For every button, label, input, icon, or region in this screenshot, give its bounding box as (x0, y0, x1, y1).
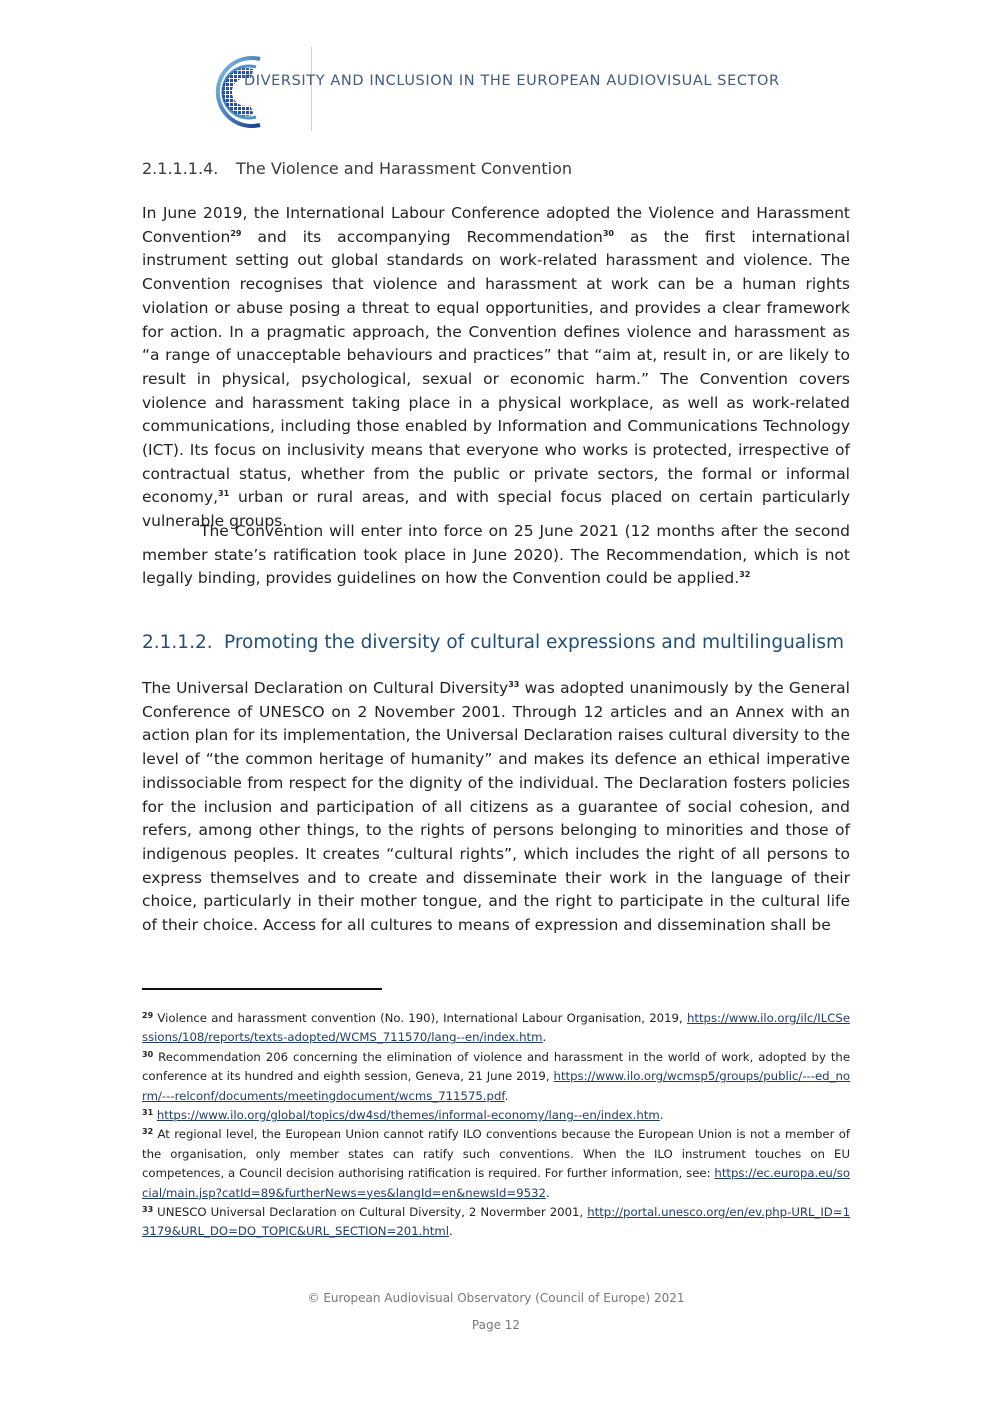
footnote-link[interactable]: http://portal.unesco.org/en/ev.php-URL_ID=13179&URL_DO=DO_TOPIC&URL_SECTION=201.html (142, 1205, 851, 1239)
footnote (142, 1009, 850, 1048)
footnote-tail: . (545, 1185, 550, 1200)
footnote-ref[interactable]: 30 (602, 228, 614, 238)
footnote-text: Recommendation 206 concerning the elimination of violence and harassment in the world of work, adopted by the conference at its hundred and eighth session, Geneva, 21 June 2019, (142, 1049, 851, 1084)
paragraph-text: In June 2019, the International Labour Conference adopted the Violence and Harassment Convention (142, 204, 850, 246)
footnote-text: Violence and harassment convention (No. 190), International Labour Organisation, 2019, (157, 1011, 683, 1025)
observatory-arc-icon (198, 47, 312, 131)
paragraph (142, 677, 850, 938)
paragraph-text: The Universal Declaration on Cultural Diversity (142, 679, 509, 697)
footnote-link[interactable]: https://ec.europa.eu/social/main.jsp?catId=89&furtherNews=yes&langId=en&newsId=9532 (142, 1166, 851, 1200)
paragraph-text: The Convention will enter into force on 25 June 2021 (12 months after the second member state’s ratification took place in June 2020). The Recommendation, which is not legally binding, provides guidelines on how the Convention could be applied. (142, 522, 850, 588)
paragraph-text: was adopted unanimously by the General Conference of UNESCO on 2 November 2001. Through 12 articles and an Annex with an action plan for its implementation, the Universal Declaration raises cultural diversity to the level of “the common heritage of humanity” and makes its defence an ethical imperative indissociable from respect for the dignity of the individual. The Declaration fosters policies for the inclusion and participation of all citizens as a guarantee of social cohesion, and refers, among other things, to the rights of persons belonging to minorities and those of indigenous peoples. It creates “cultural rights”, which includes the right of all persons to express themselves and to create and disseminate their work in the language of their choice, particularly in their mother tongue, and the right to participate in the cultural life of their choice. Access for all cultures to means of expression and dissemination shall be (142, 679, 850, 935)
paragraph-text: as the first international instrument setting out global standards on work-related harassment and violence. The Convention recognises that violence and harassment at work can be a human rights violation or abuse posing a threat to equal opportunities, and provides a clear framework for action. In a pragmatic approach, the Convention defines violence and harassment as “a range of unacceptable behaviours and practices” that “aim at, result in, or are likely to result in physical, psychological, sexual or economic harm.” The Convention covers violence and harassment taking place in a physical workplace, as well as work-related communications, including those enabled by Information and Communications Technology (ICT). Its focus on inclusivity means that everyone who works is protected, irrespective of contractual status, whether from the public or private sectors, the formal or informal economy, (142, 227, 850, 507)
footnote-number: 31 (142, 1108, 154, 1118)
footnote-link[interactable]: https://www.ilo.org/wcmsp5/groups/public/---ed_norm/---relconf/documents/meetingdocument/wcms_711575.pdf (142, 1069, 851, 1103)
footnote-number: 32 (142, 1127, 154, 1137)
section-title: The Violence and Harassment Convention (236, 159, 573, 178)
footnote-number: 29 (142, 1011, 154, 1020)
footnote (142, 1048, 850, 1106)
footnote-number: 30 (142, 1049, 154, 1059)
footnote-tail: . (542, 1030, 547, 1045)
paragraph-text: urban or rural areas, and with special focus placed on certain particularly vulnerable groups. (142, 488, 850, 531)
observatory-logo (198, 47, 312, 131)
footnote (142, 1125, 850, 1203)
page-number: Page 12 (471, 1318, 521, 1332)
section-title: Promoting the diversity of cultural expressions and multilingualism (224, 632, 845, 653)
footnote-tail: . (449, 1224, 453, 1239)
section-number: 2.1.1.1.4. (142, 159, 219, 178)
section-heading-cultural-diversity (142, 632, 844, 653)
header-divider (311, 47, 312, 131)
footnote-number: 33 (142, 1205, 154, 1215)
footnote-tail: . (659, 1108, 664, 1123)
header-title: DIVERSITY AND INCLUSION IN THE EUROPEAN AUDIOVISUAL SECTOR (244, 73, 780, 89)
footnote-link[interactable]: https://www.ilo.org/ilc/ILCSessions/108/reports/texts-adopted/WCMS_711570/lang--en/index.htm (142, 1011, 851, 1045)
footnote-ref[interactable]: 32 (739, 570, 751, 580)
footnote (142, 1203, 850, 1242)
footnote-ref[interactable]: 29 (230, 228, 242, 238)
footnote-separator (142, 988, 382, 990)
footnote-link[interactable]: https://www.ilo.org/global/topics/dw4sd/themes/informal-economy/lang--en/index.htm (156, 1108, 660, 1123)
footnote-text: UNESCO Universal Declaration on Cultural Diversity, 2 Novermber 2001, (157, 1205, 584, 1220)
footnote-ref[interactable]: 31 (218, 489, 230, 499)
footnote-text: At regional level, the European Union cannot ratify ILO conventions because the European Union is not a member of the organisation, only member states can ratify such conventions. When the ILO instrument touches on EU competences, a Council decision authorising ratification is required. For further information, see: (142, 1127, 850, 1181)
section-number: 2.1.1.2. (142, 632, 213, 653)
footnote (142, 1106, 850, 1125)
footer-copyright: © European Audiovisual Observatory (Council of Europe) 2021 (307, 1291, 685, 1305)
section-heading-violence-convention (142, 159, 572, 178)
paragraph-text: and its accompanying Recommendation (241, 227, 603, 246)
paragraph (142, 520, 850, 591)
footnotes (142, 1009, 850, 1242)
footnote-ref[interactable]: 33 (508, 680, 520, 689)
footnote-tail: . (504, 1088, 509, 1103)
paragraph (142, 202, 850, 534)
